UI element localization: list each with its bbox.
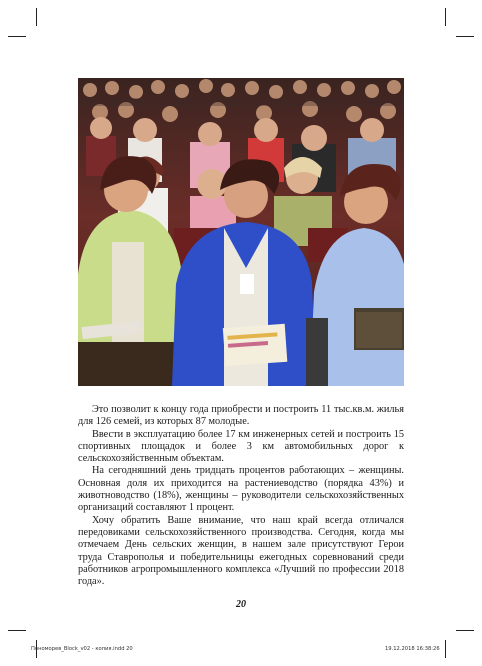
crop-mark xyxy=(36,8,37,26)
crop-mark xyxy=(8,630,26,631)
paragraph: Это позволит к концу года приобрести и построить 11 тыс.кв.м. жилья для 126 семей, из которых 87 молодые. xyxy=(78,404,404,428)
audience-photo xyxy=(78,78,404,386)
slug-timestamp: 19.12.2018 16:38:26 xyxy=(385,646,440,652)
crop-mark xyxy=(445,640,446,658)
page-number: 20 xyxy=(236,599,246,610)
crop-mark xyxy=(445,8,446,26)
article-body xyxy=(78,404,404,588)
paragraph: Хочу обратить Ваше внимание, что наш край всегда отличался передовиками сельскохозяйственного производства. Сегодня, когда мы отмечаем День сельских женщин, в нашем зале присутствуют Герои труда Ставрополья и победительницы ежегодных соревнований среди работников агропромышленного комплекса «Лучший по профессии 2018 года». xyxy=(78,514,404,588)
audience-photo-drawing xyxy=(78,78,404,386)
crop-mark xyxy=(456,630,474,631)
crop-mark xyxy=(8,36,26,37)
crop-mark xyxy=(456,36,474,37)
paragraph: Ввести в эксплуатацию более 17 км инженерных сетей и построить 15 спортивных площадок и более 3 км автомобильных дорог к сельскохозяйственным объектам. xyxy=(78,428,404,465)
slug-filename: Пономорев_Block_v02 - копия.indd 20 xyxy=(31,646,133,652)
paragraph: На сегодняшний день тридцать процентов работающих – женщины. Основная доля их приходится на растениеводство (порядка 43%) и животноводство (18%), женщины – руководители сельскохозяйственных организаций составляют 1 процент. xyxy=(78,465,404,514)
